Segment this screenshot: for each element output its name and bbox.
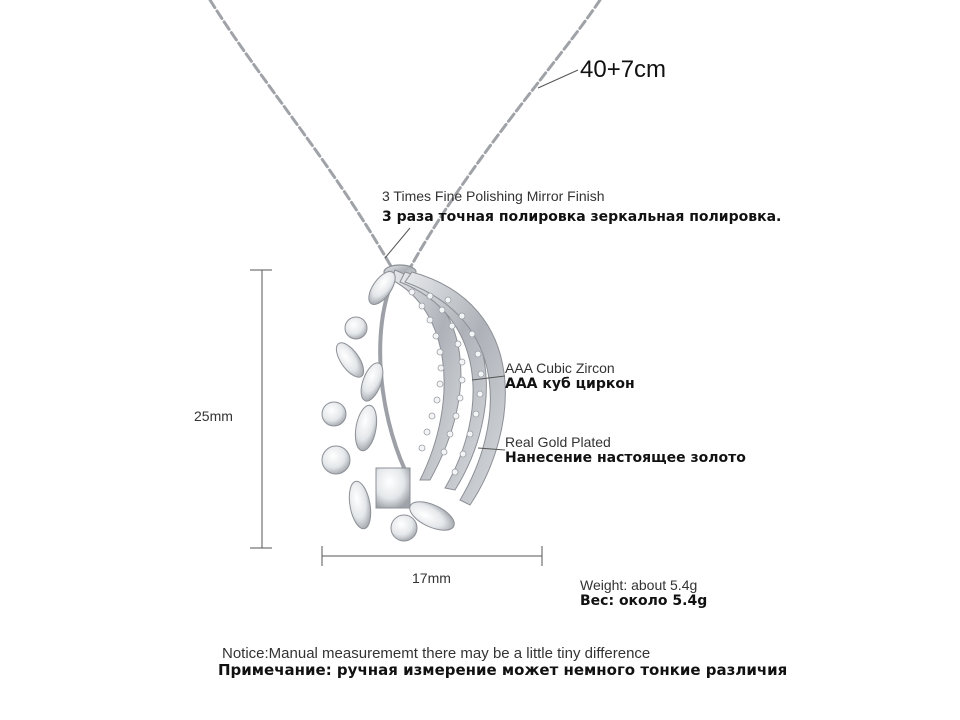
dimension-height <box>250 270 272 548</box>
zircon-label-en: AAA Cubic Zircon <box>505 360 615 376</box>
weight-label-ru: Вес: около 5.4g <box>580 593 708 609</box>
polish-label-ru: 3 раза точная полировка зеркальная полировка. <box>382 209 782 225</box>
zircon-label-ru: AAA куб циркон <box>505 376 635 392</box>
weight-label-en: Weight: about 5.4g <box>580 577 698 593</box>
necklace-chain <box>210 0 600 268</box>
gold-label-ru: Нанесение настоящее золото <box>505 450 746 466</box>
polish-label-en: 3 Times Fine Polishing Mirror Finish <box>382 188 605 204</box>
dimension-width <box>322 546 542 566</box>
gold-label-en: Real Gold Plated <box>505 434 611 450</box>
notice-label-en: Notice:Manual measurememt there may be a little tiny difference <box>222 645 651 662</box>
height-dimension-label: 25mm <box>194 408 233 424</box>
chain-length-label: 40+7cm <box>580 56 667 83</box>
width-dimension-label: 17mm <box>412 570 451 586</box>
notice-label-ru: Примечание: ручная измерение может немного тонкие различия <box>218 661 788 679</box>
